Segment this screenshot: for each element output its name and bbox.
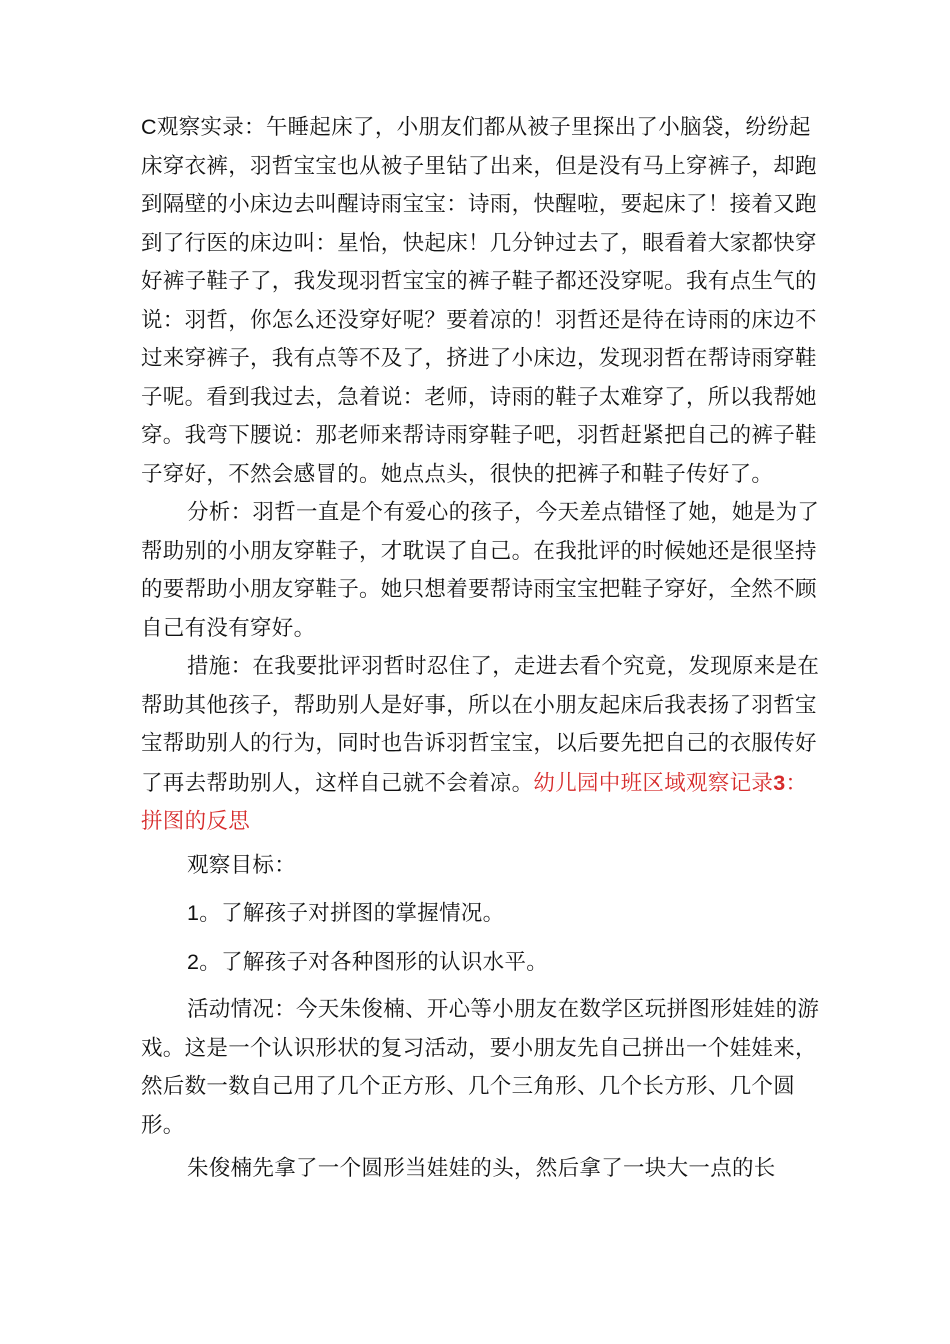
measures-paragraph (141, 648, 826, 842)
activity-paragraph: 活动情况：今天朱俊楠、开心等小朋友在数学区玩拼图形娃娃的游戏。这是一个认识形状的复习活动，要小朋友先自己拼出一个娃娃来，然后数一数自己用了几个正方形、几个三角形、几个长方形、几个圆形。 (141, 997, 820, 1138)
observation-record-prefix: C (141, 115, 157, 139)
goals-label: 观察目标： (187, 852, 297, 878)
measures-text: 措施：在我要批评羽哲时忍住了，走进去看个究竟，发现原来是在帮助其他孩子，帮助别人是好事，所以在小朋友起床后我表扬了羽哲宝宝帮助别人的行为，同时也告诉羽哲宝宝，以后要先把自己的衣服传好了再去帮助别人，这样自己就不会着凉。 (141, 654, 820, 796)
analysis-paragraph: 分析：羽哲一直是个有爱心的孩子，今天差点错怪了她，她是为了帮助别的小朋友穿鞋子，才耽误了自己。在我批评的时候她还是很坚持的要帮助小朋友穿鞋子。她只想着要帮诗雨宝宝把鞋子穿好，全然不顾自己有没有穿好。 (141, 500, 820, 641)
goal-item-2: 2。了解孩子对各种图形的认识水平。 (187, 949, 549, 975)
section-heading: 幼儿园中班区域观察记录3：拼图的反思 (141, 770, 808, 834)
observation-record-text: 观察实录：午睡起床了，小朋友们都从被子里探出了小脑袋，纷纷起床穿衣裤，羽哲宝宝也从被子里钻了出来，但是没有马上穿裤子，却跑到隔壁的小床边去叫醒诗雨宝宝：诗雨，快醒啦，要起床了！接着又跑到了行医的床边叫：星怡，快起床！几分钟过去了，眼看着大家都快穿好裤子鞋子了，我发现羽哲宝宝的裤子鞋子都还没穿呢。我有点生气的说：羽哲，你怎么还没穿好呢？要着凉的！羽哲还是待在诗雨的床边不过来穿裤子，我有点等不及了，挤进了小床边，发现羽哲在帮诗雨穿鞋子呢。看到我过去，急着说：老师，诗雨的鞋子太难穿了，所以我帮她穿。我弯下腰说：那老师来帮诗雨穿鞋子吧，羽哲赶紧把自己的裤子鞋子穿好，不然会感冒的。她点点头，很快的把裤子和鞋子传好了。 (141, 115, 817, 487)
goal-item-1: 1。了解孩子对拼图的掌握情况。 (187, 901, 505, 926)
observation-record-paragraph (141, 108, 826, 494)
continuation-paragraph: 朱俊楠先拿了一个圆形当娃娃的头，然后拿了一块大一点的长 (187, 1156, 776, 1181)
document-body (141, 108, 826, 1189)
